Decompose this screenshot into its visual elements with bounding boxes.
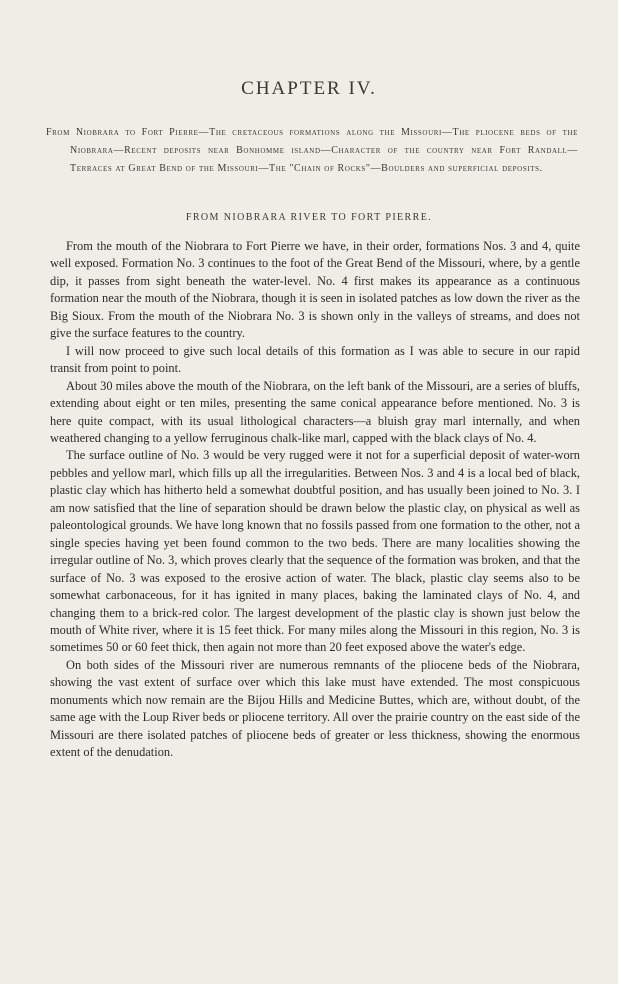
paragraph: The surface outline of No. 3 would be very rugged were it not for a superficial deposit of water-worn pebbles and yellow marl, which fills up all the irregularities. Between Nos. 3 and 4 is a local bed of black, plastic clay which has hitherto held a somewhat doubtful position, and has usually been joined to No. 3. I am now satisfied that the line of separation should be drawn below the plastic clay, on physical as well as paleontological grounds. We have long known that no fossils passed from one formation to the other, not a single species having yet been found common to the two beds. There are many localities showing the irregular outline of No. 3, which proves clearly that the sequence of the formation was broken, and that the surface of No. 3 was exposed to the erosive action of water. The black, plastic clay seems also to be somewhat carbonaceous, for it has ignited in many places, baking the laminated clays of No. 4, and changing them to a brick-red color. The largest development of the plastic clay is shown just below the mouth of White river, where it is 15 feet thick. For many miles along the Missouri in this region, No. 3 is sometimes 50 or 60 feet thick, then again not more than 20 feet exposed above the water's edge.: [50, 448, 580, 655]
paragraph: About 30 miles above the mouth of the Niobrara, on the left bank of the Missouri, are a series of bluffs, extending about eight or ten miles, presenting the same conical appearance before mentioned. No. 3 is here quite compact, with its usual lithological characters—a bluish gray marl internally, and when weathered changing to a yellow ferruginous chalk-like marl, capped with the black clays of No. 4.: [50, 378, 580, 445]
body-text: [50, 238, 580, 762]
paragraph: I will now proceed to give such local details of this formation as I was able to secure in our rapid transit from point to point.: [50, 343, 580, 376]
paragraph: On both sides of the Missouri river are numerous remnants of the pliocene beds of the Niobrara, showing the vast extent of surface over which this lake must have extended. The most conspicuous monuments which now remain are the Bijou Hills and Medicine Buttes, which are, without doubt, of the same age with the Loup River beds or pliocene territory. All over the prairie country on the east side of the Missouri are there isolated patches of pliocene beds of greater or less thickness, showing the enormous extent of the denudation.: [50, 657, 580, 760]
chapter-title: CHAPTER IV.: [241, 78, 377, 99]
paragraph: From the mouth of the Niobrara to Fort Pierre we have, in their order, formations Nos. 3 and 4, quite well exposed. Formation No. 3 continues to the foot of the Great Bend of the Missouri, where, by a gentle dip, it passes from sight beneath the water-level. No. 4 first makes its appearance as a continuous formation near the mouth of the Niobrara, though it is seen in isolated patches as low down the river as the Big Sioux. From the mouth of the Niobrara No. 3 is shown only in the valleys of streams, and does not give the surface features to the country.: [50, 239, 580, 341]
chapter-summary: From Niobrara to Fort Pierre—The cretaceous formations along the Missouri—The pliocene beds of the Niobrara—Recent deposits near Bonhomme island—Character of the country near Fort Randall—Terraces at Great Bend of the Missouri—The "Chain of Rocks"—Boulders and superficial deposits.: [46, 127, 578, 174]
section-heading: FROM NIOBRARA RIVER TO FORT PIERRE.: [185, 212, 433, 223]
